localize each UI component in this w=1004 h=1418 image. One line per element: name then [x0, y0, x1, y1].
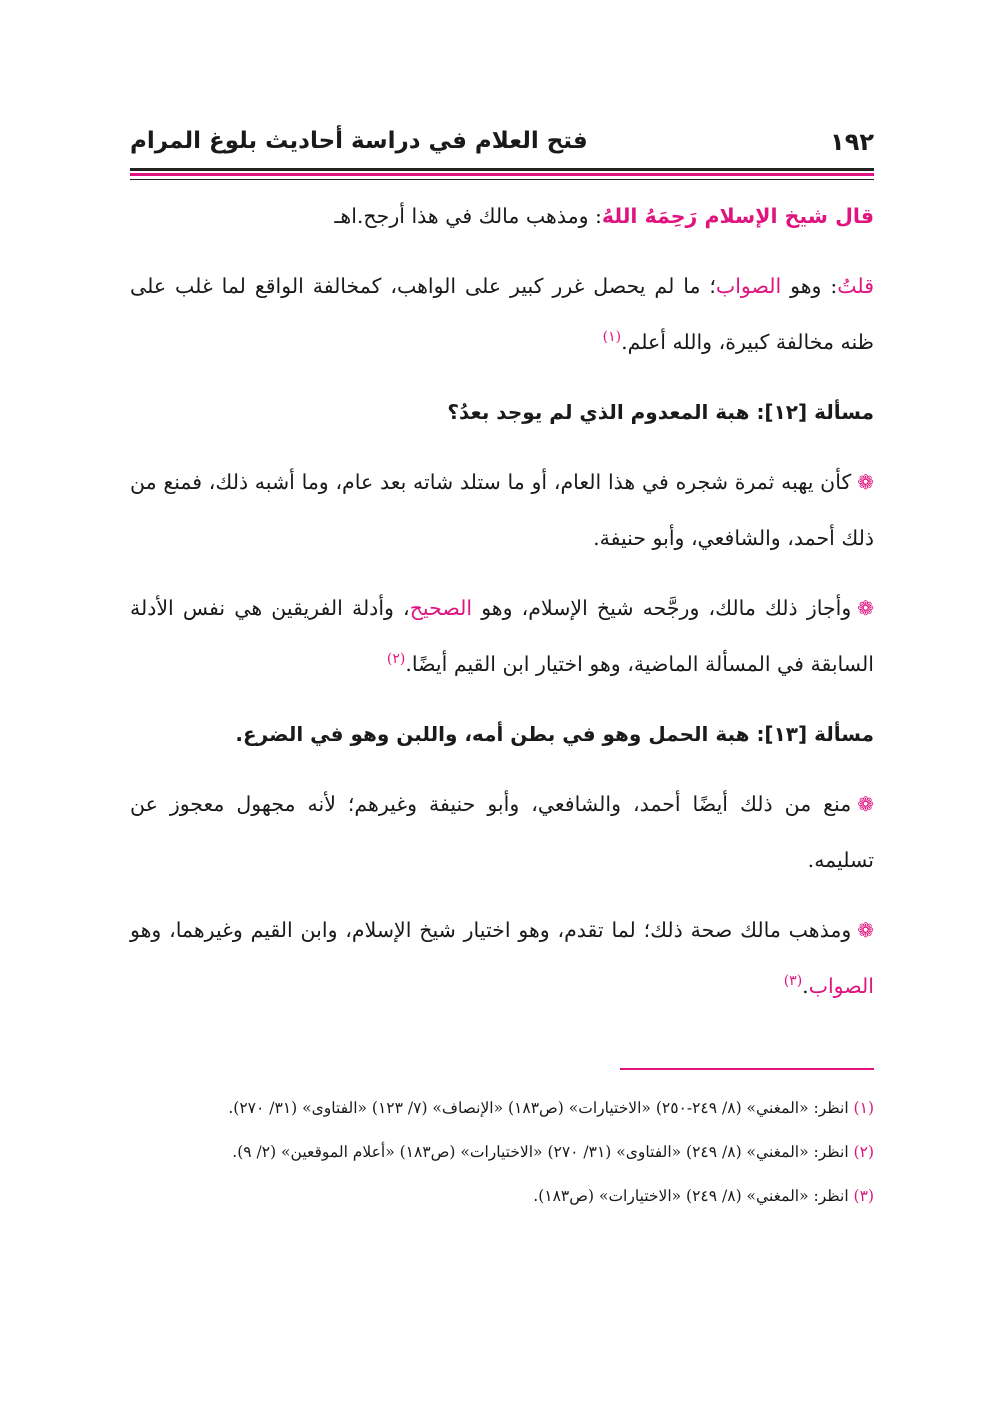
flower-bullet-icon: ❁ — [857, 792, 874, 816]
highlight-correct: الصواب — [808, 974, 874, 998]
issue-12-heading — [130, 384, 874, 440]
issue-13-para-b — [130, 902, 874, 1014]
page-header — [130, 128, 874, 164]
issue-title: هبة الحمل وهو في بطن أمه، واللبن وهو في الضرع. — [235, 722, 757, 746]
issue-label: مسألة [١٢]: — [756, 400, 874, 424]
footnote-number: (٢) — [853, 1143, 874, 1161]
footnote-ref-1: (١) — [602, 329, 622, 346]
highlight-correct: الصحيح — [409, 596, 473, 620]
issue-label: مسألة [١٣]: — [756, 722, 874, 746]
issue-12-para-b — [130, 580, 874, 692]
footnote-2 — [130, 1136, 874, 1168]
issue-13-heading — [130, 706, 874, 762]
flower-bullet-icon: ❁ — [857, 918, 874, 942]
paragraph-lead: قلتُ — [837, 274, 874, 298]
paragraph-text: وأجاز ذلك مالك، ورجَّحه شيخ الإسلام، وهو — [472, 596, 852, 620]
paragraph-text: ومذهب مالك صحة ذلك؛ لما تقدم، وهو اختيار شيخ الإسلام، وابن القيم وغيرهما، وهو — [130, 918, 852, 942]
main-text — [130, 188, 874, 1014]
header-rule-pink — [130, 173, 874, 176]
footnote-number: (١) — [853, 1099, 874, 1117]
paragraph-opinion — [130, 258, 874, 370]
footnote-1 — [130, 1092, 874, 1124]
footnote-separator — [620, 1068, 874, 1070]
flower-bullet-icon: ❁ — [857, 596, 874, 620]
quote-text: : ومذهب مالك في هذا أرجح.اهـ — [334, 204, 602, 228]
book-title: فتح العلام في دراسة أحاديث بلوغ المرام — [130, 128, 588, 154]
highlight-correct: الصواب — [715, 274, 782, 298]
paragraph-text: كأن يهبه ثمرة شجره في هذا العام، أو ما ستلد شاته بعد عام، وما أشبه ذلك، فمنع من ذلك أحمد، والشافعي، وأبو حنيفة. — [130, 470, 874, 550]
quote-speaker: قال شيخ الإسلام رَحِمَهُ اللهُ — [601, 204, 874, 228]
paragraph-text: منع من ذلك أيضًا أحمد، والشافعي، وأبو حنيفة وغيرهم؛ لأنه مجهول معجوز عن تسليمه. — [130, 792, 874, 872]
footnote-number: (٣) — [853, 1187, 874, 1205]
paragraph-text: . — [802, 974, 809, 998]
footnote-text: انظر: «المغني» (٨/ ٢٤٩-٢٥٠) «الاختيارات» (ص١٨٣) «الإنصاف» (٧/ ١٢٣) «الفتاوى» (٣١/ ٢٧٠). — [228, 1099, 854, 1117]
footnote-ref-2: (٢) — [386, 651, 406, 668]
footnote-3 — [130, 1180, 874, 1212]
issue-13-para-a — [130, 776, 874, 888]
footnote-text: انظر: «المغني» (٨/ ٢٤٩) «الاختيارات» (ص١٨٣). — [533, 1187, 854, 1205]
header-rule-thin — [130, 179, 874, 180]
quote-paragraph — [130, 188, 874, 244]
paragraph-text: ، وأدلة الفريقين هي نفس الأدلة السابقة في المسألة الماضية، وهو اختيار ابن القيم أيضًا. — [130, 596, 874, 676]
header-rule-thick — [130, 168, 874, 171]
issue-12-para-a — [130, 454, 874, 566]
paragraph-text: ؛ ما لم يحصل غرر كبير على الواهب، كمخالفة الواقع لما غلب على ظنه مخالفة كبيرة، والله أعلم. — [130, 274, 874, 354]
footnotes — [130, 1092, 874, 1224]
paragraph-text: : وهو — [781, 274, 838, 298]
flower-bullet-icon: ❁ — [857, 470, 874, 494]
footnote-ref-3: (٣) — [783, 973, 803, 990]
footnote-text: انظر: «المغني» (٨/ ٢٤٩) «الفتاوى» (٣١/ ٢٧٠) «الاختيارات» (ص١٨٣) «أعلام الموقعين» (٢/ ٩). — [232, 1143, 854, 1161]
page-number: ١٩٢ — [830, 128, 874, 156]
issue-title: هبة المعدوم الذي لم يوجد بعدُ؟ — [447, 400, 757, 424]
